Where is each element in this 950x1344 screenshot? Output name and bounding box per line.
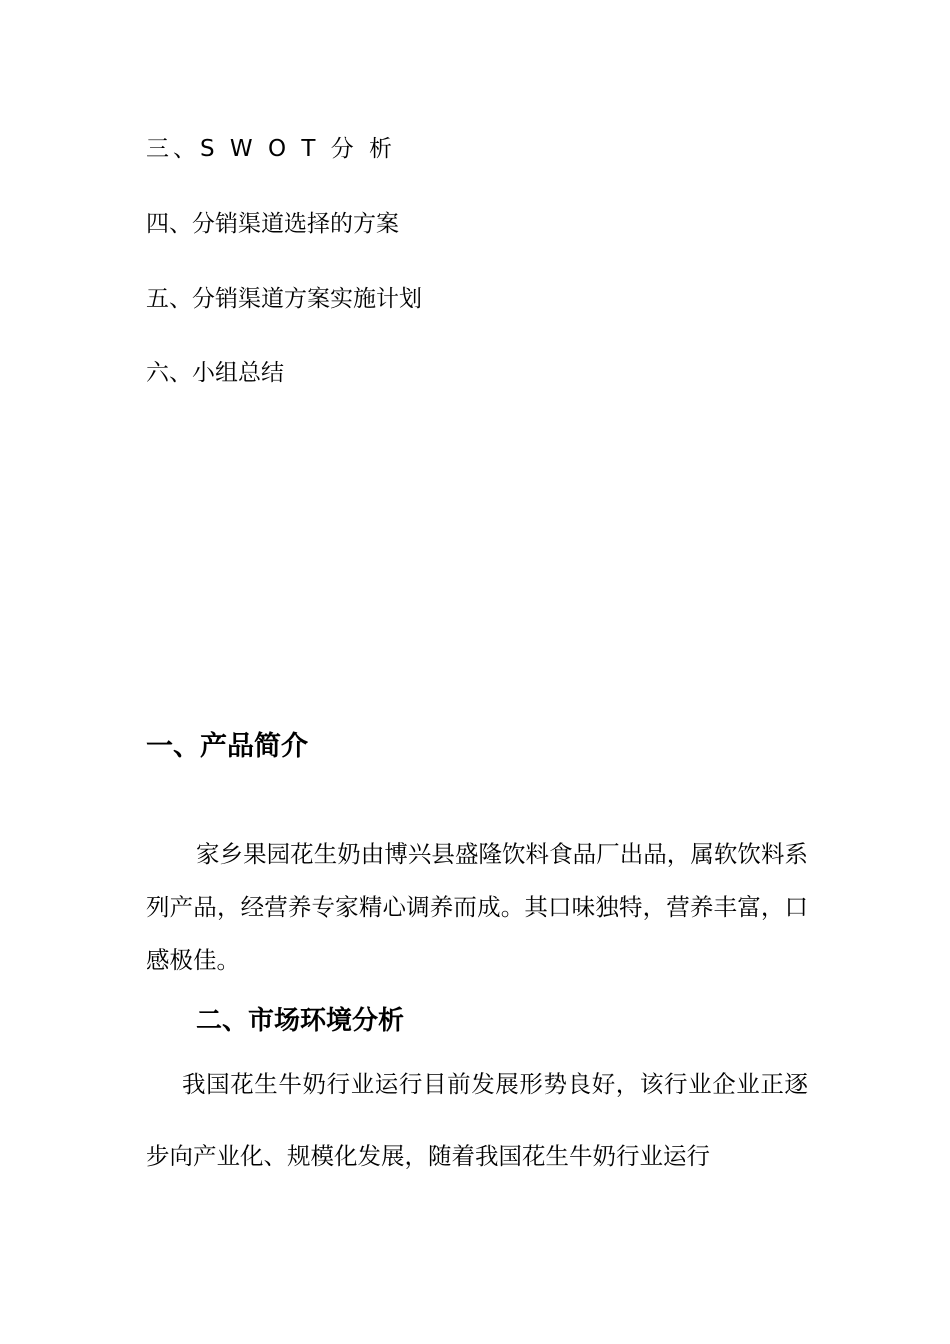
toc-item-channel-selection: 四、分销渠道选择的方案: [146, 211, 399, 237]
product-intro-paragraph: 家乡果园花生奶由博兴县盛隆饮料食品厂出品，属软饮料系列产品，经营养专家精心调养而成。其口味独特，营养丰富，口感极佳。: [146, 840, 808, 974]
toc-item-group-summary: 六、小组总结: [146, 360, 284, 386]
toc-item-swot: 三、S W O T 分 析: [146, 136, 397, 162]
toc-item-implementation-plan: 五、分销渠道方案实施计划: [146, 286, 422, 312]
section-heading-product-intro: 一、产品简介: [146, 731, 308, 762]
market-analysis-paragraph: 我国花生牛奶行业运行目前发展形势良好，该行业企业正逐步向产业化、规模化发展，随着我国花生牛奶行业运行: [146, 1070, 808, 1170]
section-heading-market-analysis: 二、市场环境分析: [196, 1006, 405, 1036]
